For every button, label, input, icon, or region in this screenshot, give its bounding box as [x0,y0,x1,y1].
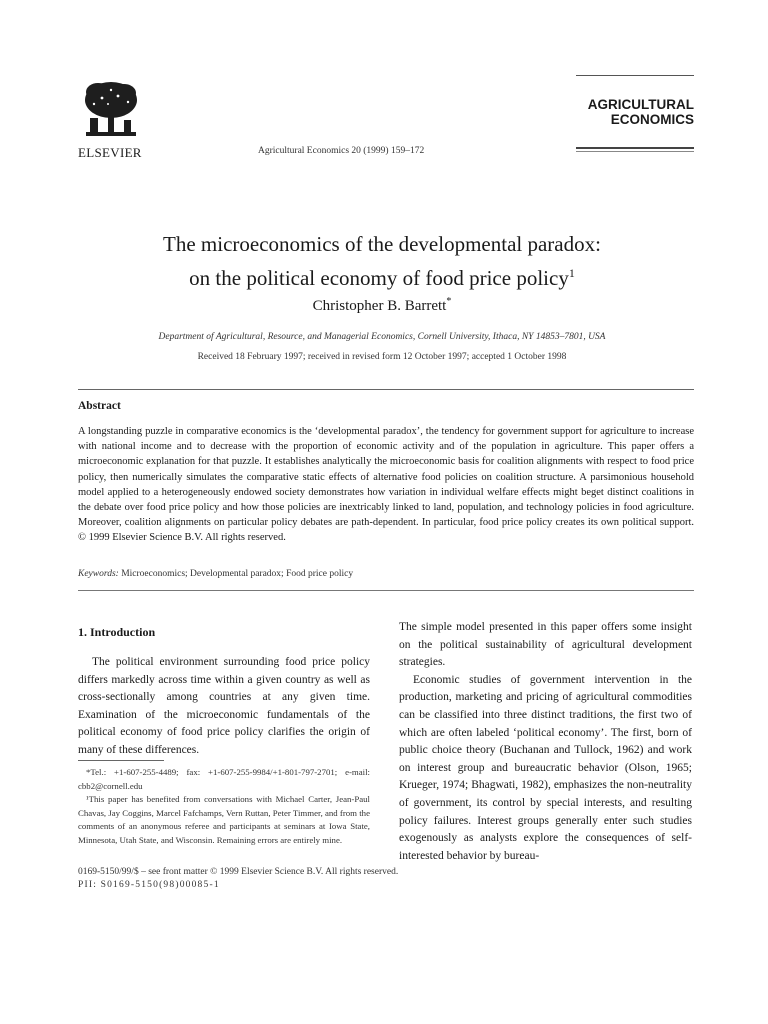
paragraph-intro: The political environment surrounding food price policy differs markedly across time within a given country as well as cross-sectionally among countries at any given time. Examination of the microeconomic fundamentals of the political economy of food price policy clarifies the origin of many of these differences. [78,656,370,756]
abstract-heading: Abstract [78,400,121,412]
footnote-acknowledgements: ¹This paper has benefited from conversations with Michael Carter, Jean-Paul Chavas, Jay Coggins, Marcel Fafchamps, Vern Ruttan, Peter Timmer, and from the comments of an anonymous referee and participants at seminars at Iowa State, Minnesota, Utah State, and Wisconsin. Remaining errors are entirely mine. [78,794,370,845]
received-dates: Received 18 February 1997; received in revised form 12 October 1997; accepted 1 October 1998 [197,352,567,362]
section-heading-introduction: 1. Introduction [78,625,156,639]
front-matter [78,866,398,892]
title-line2: on the political economy of food price policy$^1$ [189,266,575,290]
footnote-contact: *Tel.: +1-607-255-4489; fax: +1-607-255-9984/+1-801-797-2701; e-mail: cbb2@cornell.edu [78,767,370,791]
author-affiliation: Department of Agricultural, Resource, and Managerial Economics, Cornell University, Ithaca, NY 14853–7801, USA [158,332,606,342]
pii-identifier: PII: S0169-5150(98)00085-1 [78,880,220,890]
abstract-top-rule [78,389,694,390]
elsevier-tree-logo [78,78,144,142]
paragraph-traditions: Economic studies of government intervention in the production, marketing and pricing of agricultural commodities can be classified into three distinct traditions, the first two of which are often labeled ‘political economy’. The first, born of public choice theory (Buchanan and Tullock, 1962) and work on interest group and bureaucratic behavior (Olson, 1965; Krueger, 1974; Bhagwati, 1982), emphasizes the non-neutrality of government, its control by special interests, and resulting policy failures. Interest groups generally enter such studies exogenously as analysts explore the consequences of self-interested behavior by bureau- [399,673,692,862]
footnotes [78,766,370,848]
journal-rule-bottom-thin [576,151,694,152]
author-mark: * [446,296,452,307]
front-matter-copyright: 0169-5150/99/$ – see front matter © 1999 Elsevier Science B.V. All rights reserved. [78,867,399,877]
abstract-text: A longstanding puzzle in comparative economics is the ‘developmental paradox’, the tendency for government support for agriculture to increase with national income and to decrease with the proportion of economic activity and of the population in agriculture. This paper offers a microeconomic explanation for that puzzle. It establishes analytically the microeconomic basis for coalition alignments with respect to food price policy, then numerically simulates the comparative static effects of alternative food policies on coalition structure. A parsimonious household model applied to a heterogeneously endowed society demonstrates how variation in individual welfare effects might beget distinct coalitions in the debate over food price policy and how those policies are inextricably linked to land, population, and technology policies in food agriculture. Moreover, coalition alignments on particular policy debates are path-dependent. In particular, food price policy creates its own political support. © 1999 Elsevier Science B.V. All rights reserved. [78,426,694,544]
title-line1: The microeconomics of the developmental paradox: [163,232,601,256]
journal-name [566,97,694,127]
paragraph-model: The simple model presented in this paper offers some insight on the political sustainability of agricultural development strategies. [399,621,692,669]
keywords-list: Microeconomics; Developmental paradox; Food price policy [121,569,354,579]
keywords-label: Keywords: [78,569,119,579]
journal-rule-top [576,75,694,76]
title-footnote-mark: 1 [568,266,575,280]
journal-rule-bottom [576,147,694,149]
journal-name-line2: ECONOMICS [610,112,694,127]
journal-citation: Agricultural Economics 20 (1999) 159–172 [258,146,425,156]
keywords [78,569,694,579]
journal-name-line1: AGRICULTURAL [587,97,694,112]
article-title [100,230,664,293]
author-name: Christopher B. Barrett* [312,296,452,314]
footnote-rule [78,760,164,761]
abstract-bottom-rule [78,590,694,591]
publisher-name: ELSEVIER [78,145,142,160]
right-column [399,619,692,865]
left-column [78,654,370,760]
